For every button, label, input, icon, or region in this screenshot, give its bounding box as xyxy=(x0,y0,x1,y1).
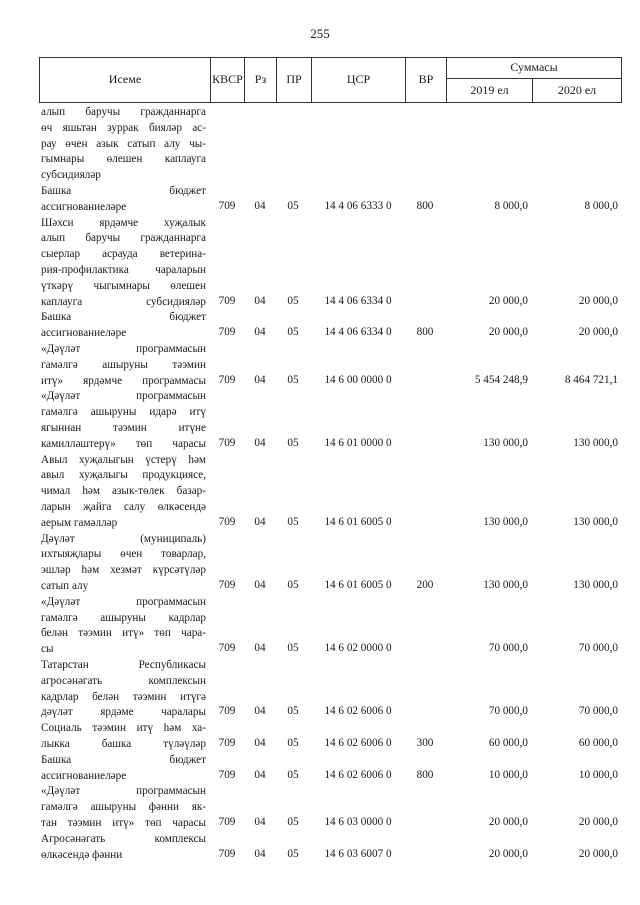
pr-cell: 05 xyxy=(287,436,299,449)
description-line: Башка бюджет xyxy=(41,753,206,766)
amount-2020-cell: 130 000,0 xyxy=(573,578,618,591)
vr-cell: 200 xyxy=(416,578,434,591)
csr-cell: 14 4 06 6334 0 xyxy=(324,294,392,307)
description-line: гамәлгә ашыруны кадрлар xyxy=(41,611,206,624)
csr-cell: 14 4 06 6334 0 xyxy=(324,326,392,339)
amount-2020-cell: 130 000,0 xyxy=(573,515,618,528)
rz-cell: 04 xyxy=(254,373,266,386)
amount-2019-cell: 130 000,0 xyxy=(483,578,528,591)
description-line: ассигнованиеләре xyxy=(41,327,127,340)
kvsr-cell: 709 xyxy=(218,515,236,528)
amount-2019-cell: 20 000,0 xyxy=(488,847,528,860)
table-row xyxy=(0,658,640,721)
rz-cell: 04 xyxy=(254,642,266,655)
description-line: чимал һәм азык-төлек базар- xyxy=(41,485,206,498)
amount-2019-cell: 20 000,0 xyxy=(488,815,528,828)
col-header-sums: Суммасы xyxy=(510,60,558,74)
csr-cell: 14 6 00 0000 0 xyxy=(324,373,392,386)
row-description xyxy=(41,216,206,311)
col-header-rz: Рз xyxy=(254,72,267,86)
row-description xyxy=(41,342,206,389)
col-header-2019: 2019 ел xyxy=(470,83,509,97)
amount-2019-cell: 130 000,0 xyxy=(483,515,528,528)
row-description xyxy=(41,784,206,831)
description-line: лыкка башка түләүләр xyxy=(41,737,206,750)
csr-cell: 14 6 03 6007 0 xyxy=(324,847,392,860)
description-line: «Дәүләт программасын xyxy=(41,390,206,403)
table-row xyxy=(0,216,640,311)
description-line: эшләр һәм хезмәт күрсәтүләр xyxy=(41,564,206,577)
row-description xyxy=(41,658,206,721)
amount-2019-cell: 8 000,0 xyxy=(494,199,528,212)
vr-cell: 800 xyxy=(416,199,434,212)
pr-cell: 05 xyxy=(287,515,299,528)
col-header-csr: ЦСР xyxy=(346,72,371,86)
description-line: сы xyxy=(41,643,54,656)
rz-cell: 04 xyxy=(254,705,266,718)
col-header-vr: ВР xyxy=(418,72,434,86)
description-line: «Дәүләт программасын xyxy=(41,343,206,355)
description-line: гамәлгә ашыруны фәнни як- xyxy=(41,801,206,814)
row-description xyxy=(41,453,206,532)
rz-cell: 04 xyxy=(254,768,266,781)
kvsr-cell: 709 xyxy=(218,199,236,212)
pr-cell: 05 xyxy=(287,294,299,307)
description-line: кадрлар белән тәэмин итүгә xyxy=(41,690,206,703)
amount-2019-cell: 70 000,0 xyxy=(488,705,528,718)
row-description xyxy=(41,753,206,785)
rz-cell: 04 xyxy=(254,736,266,749)
table-row xyxy=(0,310,640,342)
csr-cell: 14 6 03 0000 0 xyxy=(324,815,392,828)
description-line: Башка бюджет xyxy=(41,311,206,324)
pr-cell: 05 xyxy=(287,847,299,860)
rz-cell: 04 xyxy=(254,515,266,528)
description-line: Дәүләт (муниципаль) xyxy=(41,532,206,545)
kvsr-cell: 709 xyxy=(218,847,236,860)
description-line: каплауга субсидияләр xyxy=(41,295,206,308)
amount-2020-cell: 8 464 721,1 xyxy=(564,373,618,386)
pr-cell: 05 xyxy=(287,705,299,718)
pr-cell: 05 xyxy=(287,578,299,591)
row-description xyxy=(41,532,206,595)
description-line: тан тәэмин итү» төп чарасы xyxy=(41,816,206,829)
amount-2019-cell: 70 000,0 xyxy=(488,642,528,655)
description-line: гамәлгә ашыруны тәэмин xyxy=(41,358,206,371)
description-line: рия-профилактика чараларын xyxy=(41,263,206,276)
description-line: ягыннан тәэмин итүне xyxy=(41,421,206,434)
description-line: алып баручы гражданнарга xyxy=(41,106,206,118)
csr-cell: 14 6 02 6006 0 xyxy=(324,736,392,749)
rz-cell: 04 xyxy=(254,294,266,307)
description-line: аерым гамәлләр xyxy=(41,516,118,529)
description-line: Шәхси ярдәмче хуҗалык xyxy=(41,216,206,229)
col-header-kvsr: КВСР xyxy=(212,72,243,86)
description-line: камилләштерү» төп чарасы xyxy=(41,437,206,450)
description-line: сатып алу xyxy=(41,579,89,592)
table-row xyxy=(0,784,640,831)
col-header-2020: 2020 ел xyxy=(557,83,597,97)
amount-2019-cell: 5 454 248,9 xyxy=(474,373,528,386)
kvsr-cell: 709 xyxy=(218,373,236,386)
description-line: ларын җайга салу өлкәсендә xyxy=(41,500,206,513)
description-line: Авыл хуҗалыгын үстерү һәм xyxy=(41,453,206,466)
row-description xyxy=(41,310,206,342)
pr-cell: 05 xyxy=(287,815,299,828)
description-line: авыл хуҗалыгы продукциясе, xyxy=(41,469,206,482)
pr-cell: 05 xyxy=(287,199,299,212)
table-row xyxy=(0,595,640,658)
row-description xyxy=(41,595,206,658)
row-description xyxy=(41,721,206,753)
kvsr-cell: 709 xyxy=(218,642,236,655)
description-line: ассигнованиеләре xyxy=(41,200,127,213)
description-line: дәүләт ярдәме чаралары xyxy=(41,706,206,719)
csr-cell: 14 6 01 6005 0 xyxy=(324,578,392,591)
description-line: алып баручы гражданнарга xyxy=(41,232,206,245)
description-line: Агросәнәгать комплексы xyxy=(41,832,206,845)
csr-cell: 14 6 02 0000 0 xyxy=(324,642,392,655)
table-row xyxy=(0,184,640,216)
description-line: «Дәүләт программасын xyxy=(41,785,206,798)
amount-2020-cell: 10 000,0 xyxy=(578,768,618,781)
description-line: Башка бюджет xyxy=(41,185,206,197)
rz-cell: 04 xyxy=(254,199,266,212)
pr-cell: 05 xyxy=(287,642,299,655)
amount-2020-cell: 130 000,0 xyxy=(573,436,618,449)
description-line: Татарстан Республикасы xyxy=(41,659,206,671)
table-row xyxy=(0,753,640,785)
description-line: «Дәүләт программасын xyxy=(41,595,206,608)
kvsr-cell: 709 xyxy=(218,736,236,749)
description-line: ассигнованиеләре xyxy=(41,769,127,782)
description-line: белән тәэмин итү» төп чара- xyxy=(41,627,206,640)
amount-2020-cell: 20 000,0 xyxy=(578,847,618,860)
table-row xyxy=(0,832,640,864)
amount-2019-cell: 20 000,0 xyxy=(488,294,528,307)
description-line: өлкәсендә фәнни xyxy=(41,848,123,861)
amount-2019-cell: 60 000,0 xyxy=(488,736,528,749)
table-row xyxy=(0,721,640,753)
pr-cell: 05 xyxy=(287,373,299,386)
csr-cell: 14 6 02 6006 0 xyxy=(324,705,392,718)
pr-cell: 05 xyxy=(287,326,299,339)
pr-cell: 05 xyxy=(287,768,299,781)
table-row xyxy=(0,532,640,595)
description-line: гымнары өлешен каплауга xyxy=(41,153,206,166)
description-line: өч яшьтән зуррак бияләр ас- xyxy=(41,121,206,134)
amount-2020-cell: 20 000,0 xyxy=(578,326,618,339)
csr-cell: 14 6 02 6006 0 xyxy=(324,768,392,781)
description-line: рау өчен азык сатып алу чы- xyxy=(41,137,206,150)
amount-2020-cell: 20 000,0 xyxy=(578,815,618,828)
kvsr-cell: 709 xyxy=(218,578,236,591)
row-description xyxy=(41,105,206,184)
csr-cell: 14 6 01 6005 0 xyxy=(324,515,392,528)
table-row xyxy=(0,105,640,184)
kvsr-cell: 709 xyxy=(218,326,236,339)
rz-cell: 04 xyxy=(254,578,266,591)
amount-2020-cell: 20 000,0 xyxy=(578,294,618,307)
kvsr-cell: 709 xyxy=(218,768,236,781)
kvsr-cell: 709 xyxy=(218,705,236,718)
description-line: сыерлар асрауда ветерина- xyxy=(41,248,206,261)
col-header-name: Исеме xyxy=(108,72,142,86)
row-description xyxy=(41,832,206,864)
pr-cell: 05 xyxy=(287,736,299,749)
amount-2020-cell: 70 000,0 xyxy=(578,705,618,718)
table-header xyxy=(39,57,622,103)
table-row xyxy=(0,342,640,389)
amount-2020-cell: 70 000,0 xyxy=(578,642,618,655)
csr-cell: 14 4 06 6333 0 xyxy=(324,199,392,212)
page-number: 255 xyxy=(310,26,330,41)
amount-2019-cell: 20 000,0 xyxy=(488,326,528,339)
rz-cell: 04 xyxy=(254,815,266,828)
amount-2020-cell: 8 000,0 xyxy=(584,199,618,212)
csr-cell: 14 6 01 0000 0 xyxy=(324,436,392,449)
row-description xyxy=(41,184,206,216)
amount-2019-cell: 10 000,0 xyxy=(488,768,528,781)
table-row xyxy=(0,389,640,452)
rz-cell: 04 xyxy=(254,847,266,860)
vr-cell: 300 xyxy=(416,736,434,749)
description-line: субсидияләр xyxy=(41,169,101,182)
rz-cell: 04 xyxy=(254,436,266,449)
row-description xyxy=(41,389,206,452)
amount-2019-cell: 130 000,0 xyxy=(483,436,528,449)
description-line: үткәрү чыгымнары өлешен xyxy=(41,279,206,292)
description-line: итү» ярдәмче программасы xyxy=(41,374,206,387)
description-line: ихтыяҗлары өчен товарлар, xyxy=(41,548,206,561)
table-row xyxy=(0,453,640,532)
description-line: агросәнәгать комплексын xyxy=(41,674,206,687)
vr-cell: 800 xyxy=(416,326,434,339)
rz-cell: 04 xyxy=(254,326,266,339)
kvsr-cell: 709 xyxy=(218,294,236,307)
description-line: Социаль тәэмин итү һәм ха- xyxy=(41,722,206,735)
kvsr-cell: 709 xyxy=(218,436,236,449)
description-line: гамәлгә ашыруны идарә итү xyxy=(41,406,206,419)
col-header-pr: ПР xyxy=(286,72,302,86)
kvsr-cell: 709 xyxy=(218,815,236,828)
amount-2020-cell: 60 000,0 xyxy=(578,736,618,749)
vr-cell: 800 xyxy=(416,768,434,781)
